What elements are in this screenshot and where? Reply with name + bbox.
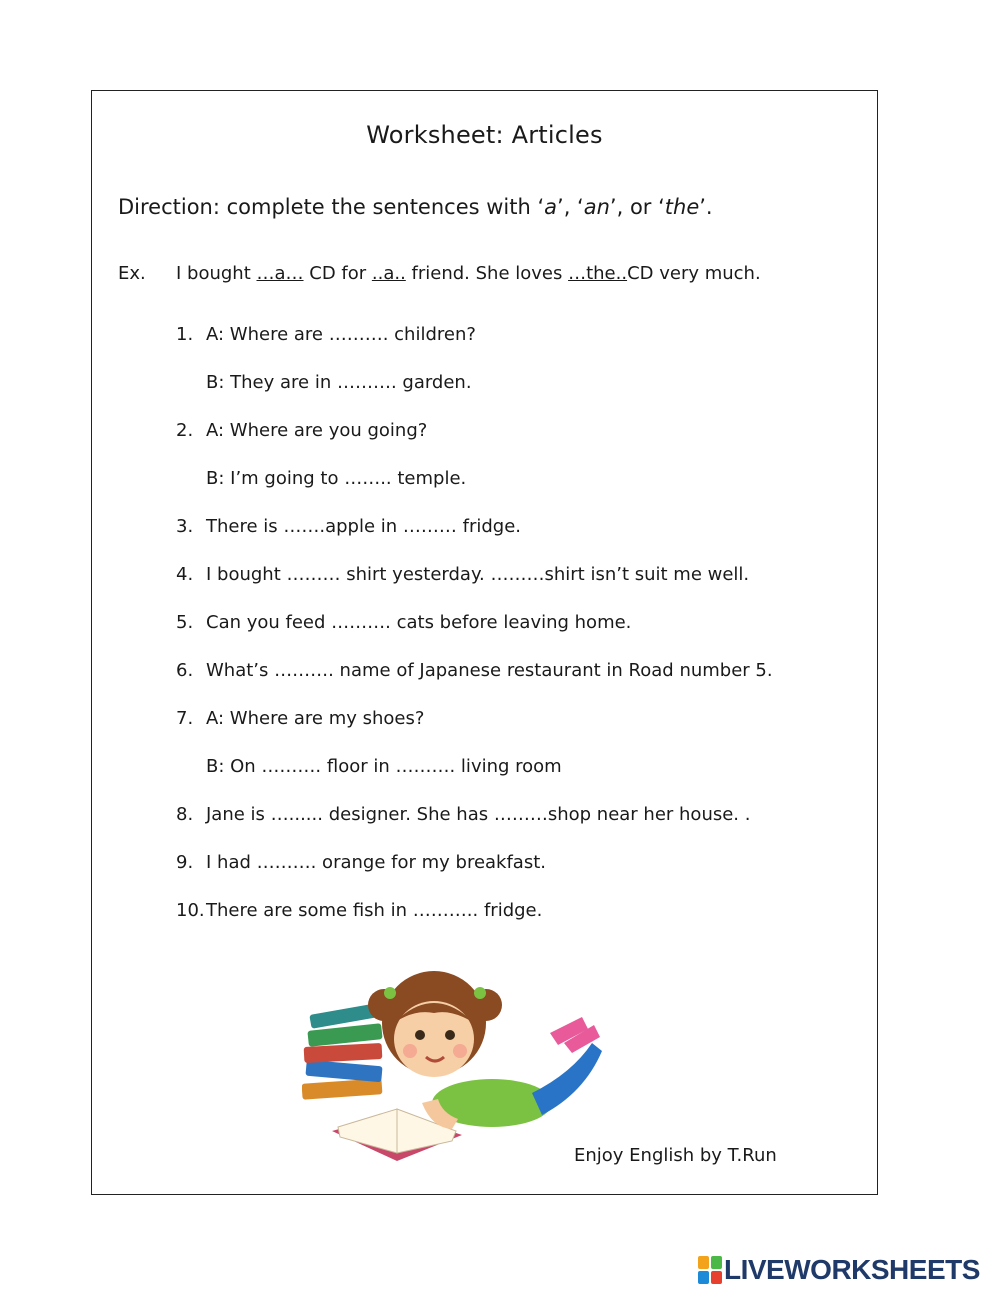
example-label: Ex. <box>118 263 146 284</box>
worksheet-frame <box>91 90 878 1195</box>
question-text: B: I’m going to …….. temple. <box>206 468 467 489</box>
question-text: B: They are in ………. garden. <box>206 372 472 393</box>
question-text: B: On ………. floor in ………. living room <box>206 756 562 777</box>
question-text: There are some fish in ……….. fridge. <box>206 900 543 921</box>
question-text: A: Where are my shoes? <box>206 708 425 729</box>
question-2b <box>176 468 466 489</box>
example-part-2: CD for <box>303 263 372 284</box>
question-10 <box>176 900 542 921</box>
question-3 <box>176 516 521 537</box>
direction-sep1: ’, ‘ <box>557 195 584 219</box>
girl-head <box>368 971 502 1077</box>
question-text: I bought ……… shirt yesterday. ………shirt isn’t suit me well. <box>206 564 750 585</box>
question-6 <box>176 660 773 681</box>
question-1a <box>176 324 476 345</box>
question-1b <box>176 372 472 393</box>
jeans-shape <box>532 1043 602 1115</box>
example-sentence <box>118 263 761 284</box>
question-number: 2. <box>176 420 194 441</box>
question-text: A: Where are ………. children? <box>206 324 476 345</box>
example-part-4: CD very much. <box>627 263 761 284</box>
question-text: Jane is …...... designer. She has ………shop near her house. . <box>206 804 751 825</box>
example-answer-2: ..a.. <box>371 263 406 284</box>
question-number: 1. <box>176 324 194 345</box>
question-text: There is …….apple in ……… fridge. <box>206 516 522 537</box>
question-number: 3. <box>176 516 194 537</box>
question-4 <box>176 564 749 585</box>
direction-an: an <box>583 195 610 219</box>
liveworksheets-logo-text: LIVEWORKSHEETS <box>724 1254 980 1285</box>
question-number: 10. <box>176 900 205 921</box>
question-text: Can you feed ………. cats before leaving home. <box>206 612 632 633</box>
question-number: 8. <box>176 804 194 825</box>
question-number: 7. <box>176 708 194 729</box>
question-7b <box>176 756 562 777</box>
question-2a <box>176 420 427 441</box>
question-5 <box>176 612 631 633</box>
question-text: What’s ………. name of Japanese restaurant in Road number 5. <box>206 660 773 681</box>
direction-prefix: Direction: complete the sentences with ‘ <box>118 195 545 219</box>
question-number: 4. <box>176 564 194 585</box>
example-answer-3: …the.. <box>568 263 628 284</box>
question-8 <box>176 804 750 825</box>
direction-a: a <box>544 195 558 219</box>
example-answer-1: …a… <box>256 263 304 284</box>
question-text: A: Where are you going? <box>206 420 428 441</box>
question-number: 6. <box>176 660 194 681</box>
question-text: I had ………. orange for my breakfast. <box>206 852 546 873</box>
question-7a <box>176 708 424 729</box>
direction-sep2: ’, or ‘ <box>609 195 665 219</box>
worksheet-title: Worksheet: Articles <box>366 121 603 149</box>
question-9 <box>176 852 546 873</box>
liveworksheets-logo-icon <box>698 1256 722 1284</box>
author-credit: Enjoy English by T.Run <box>574 1145 777 1166</box>
girl-reading-illustration <box>302 953 602 1183</box>
example-part-3: friend. She loves <box>405 263 569 284</box>
question-number: 9. <box>176 852 194 873</box>
direction-the: the <box>664 195 700 219</box>
question-number: 5. <box>176 612 194 633</box>
direction-text <box>118 195 713 219</box>
example-part-1: I bought <box>176 263 257 284</box>
direction-suffix: ’. <box>699 195 713 219</box>
liveworksheets-logo[interactable] <box>698 1254 980 1286</box>
book-stack-icon <box>302 1003 383 1100</box>
